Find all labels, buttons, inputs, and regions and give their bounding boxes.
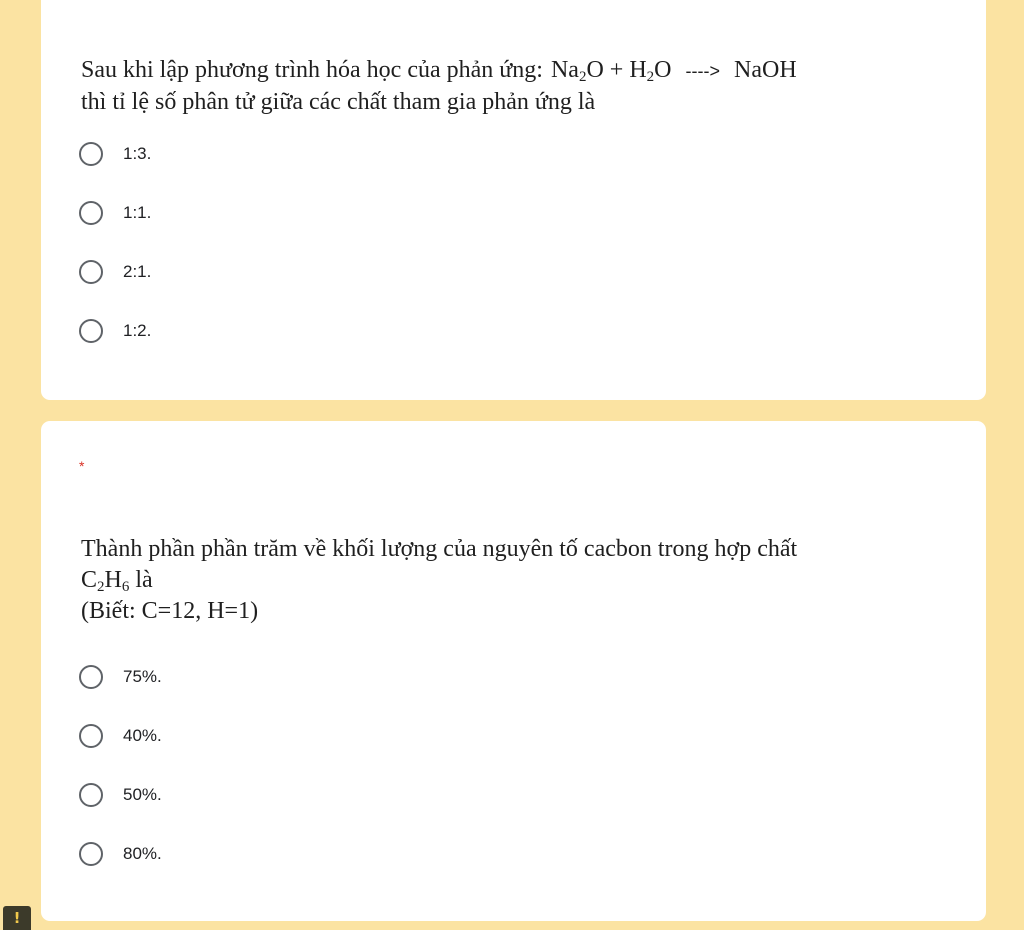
equation-reactant-na2o: $Na_2O$ — [550, 57, 604, 85]
option-1-1[interactable] — [79, 201, 151, 260]
formula-suffix: là — [135, 567, 153, 593]
option-label: 50%. — [123, 785, 162, 804]
question-2-line-1: Thành phần phần trăm về khối lượng của nguyên tố cacbon trong hợp chất — [81, 536, 798, 562]
question-1-options — [79, 142, 151, 378]
radio-button[interactable] — [79, 724, 103, 748]
question-2-options — [79, 665, 162, 901]
option-label: 1:3. — [123, 144, 152, 163]
option-80-percent[interactable] — [79, 842, 162, 901]
option-label: 1:1. — [123, 203, 152, 222]
radio-button[interactable] — [79, 319, 103, 343]
option-label: 2:1. — [123, 262, 152, 281]
radio-button[interactable] — [79, 783, 103, 807]
equation-reactant-h2o: $H_2O$ — [629, 57, 672, 85]
radio-button[interactable] — [79, 842, 103, 866]
radio-button[interactable] — [79, 201, 103, 225]
equation-product: NaOH — [734, 57, 797, 83]
question-1-line-2: thì tỉ lệ số phân tử giữa các chất tham gia phản ứng là — [81, 89, 596, 115]
equation-plus: + — [609, 57, 624, 83]
option-label: 80%. — [123, 844, 162, 863]
question-1-line-1: Sau khi lập phương trình hóa học của phản ứng: — [81, 57, 543, 83]
warning-icon-glyph: ! — [13, 909, 21, 927]
radio-button[interactable] — [79, 260, 103, 284]
question-card-1 — [41, 0, 986, 400]
radio-button[interactable] — [79, 142, 103, 166]
option-2-1[interactable] — [79, 260, 151, 319]
question-1-text — [81, 55, 956, 118]
formula-c2h6: $C_2H_6$ — [81, 567, 130, 595]
option-label: 75%. — [123, 667, 162, 686]
option-1-2[interactable] — [79, 319, 151, 378]
option-40-percent[interactable] — [79, 724, 162, 783]
radio-button[interactable] — [79, 665, 103, 689]
option-50-percent[interactable] — [79, 783, 162, 842]
equation-arrow: ----> — [685, 61, 721, 81]
option-1-3[interactable] — [79, 142, 151, 201]
question-2-hint: (Biết: C=12, H=1) — [81, 598, 259, 624]
required-asterisk: * — [79, 458, 85, 474]
option-label: 1:2. — [123, 321, 152, 340]
option-label: 40%. — [123, 726, 162, 745]
option-75-percent[interactable] — [79, 665, 162, 724]
question-card-2 — [41, 421, 986, 921]
question-2-text — [81, 534, 956, 627]
warning-icon[interactable] — [3, 906, 31, 930]
